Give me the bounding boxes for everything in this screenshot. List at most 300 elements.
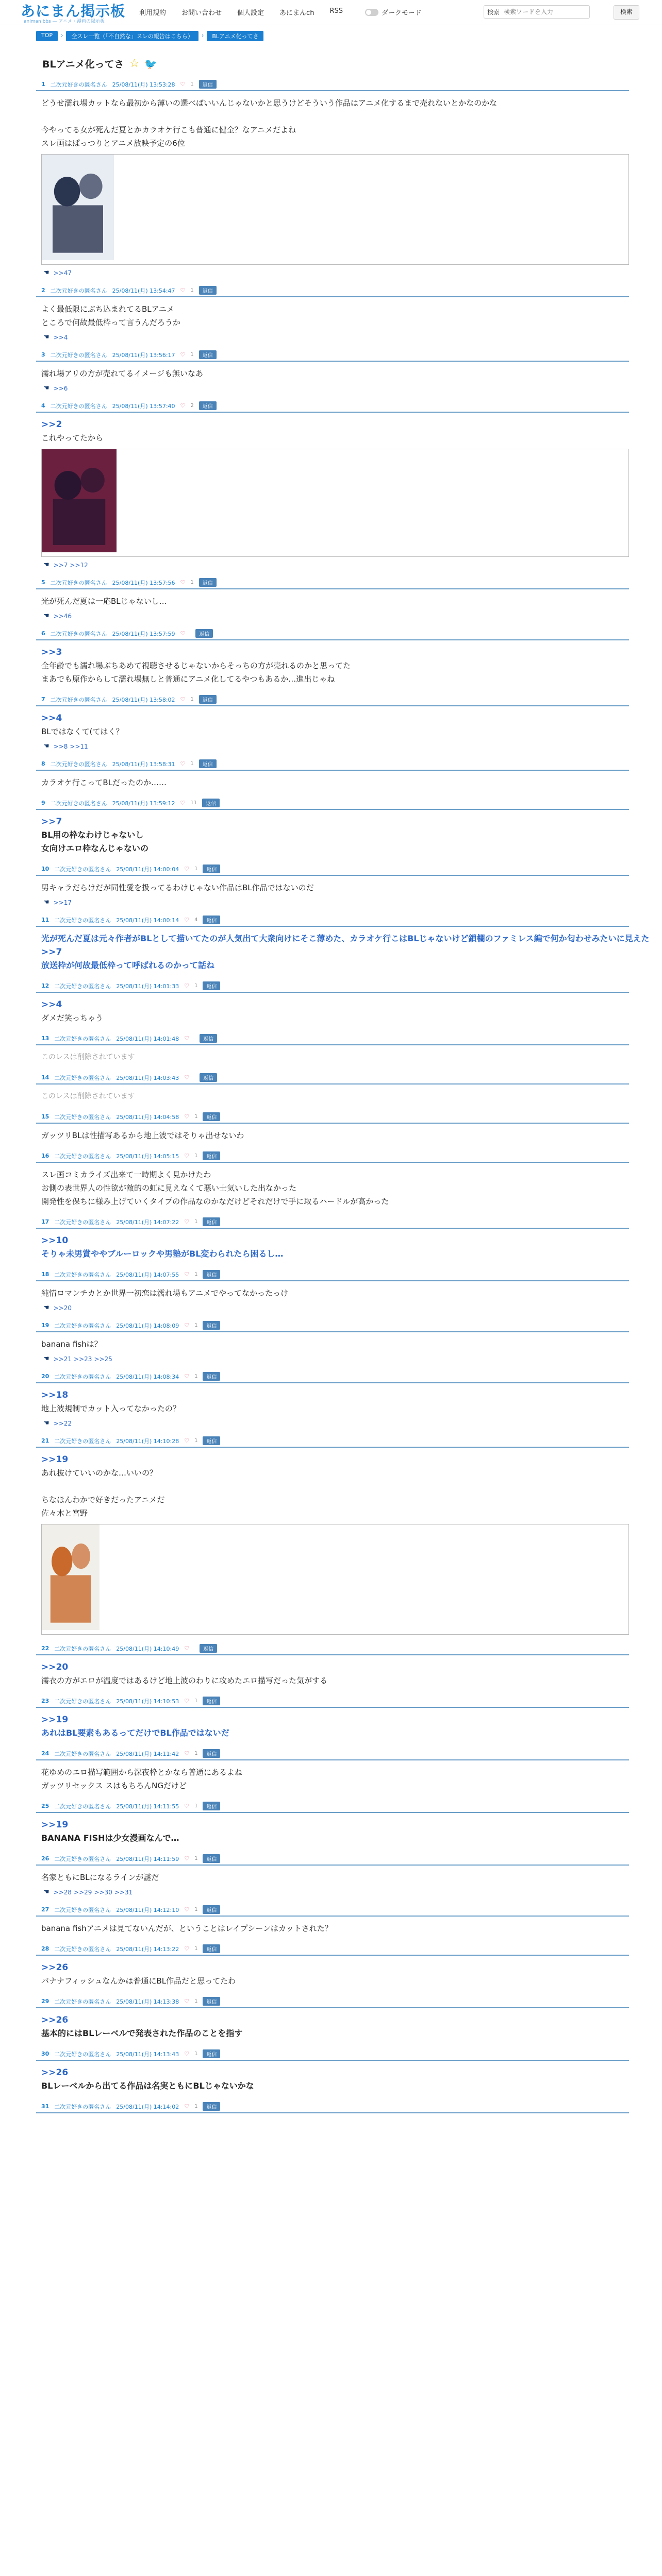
reply-button[interactable]: 返信: [203, 1697, 220, 1705]
breadcrumb-item[interactable]: 全スレ一覧（「不自然な」スレの報告はこちら）: [66, 31, 198, 41]
reply-anchor-link[interactable]: >>18: [41, 1390, 69, 1400]
reply-reference-link[interactable]: >>30: [94, 1888, 112, 1896]
post-body: [36, 927, 650, 972]
post-date: 25/08/11(月) 14:00:04: [116, 866, 179, 873]
post: [36, 759, 629, 789]
post-date: 25/08/11(月) 14:12:10: [116, 1906, 179, 1913]
like-count: 1: [190, 761, 194, 767]
post-number[interactable]: 6: [41, 630, 45, 637]
post-text-line: 光が死んだ夏は一応BLじゃないし…: [41, 597, 167, 606]
like-heart-icon[interactable]: ♡: [180, 630, 186, 637]
reply-button[interactable]: 返信: [203, 2049, 220, 2058]
nav-item-3[interactable]: あにまんch: [279, 9, 315, 17]
reply-references: [54, 743, 90, 750]
post-body: [36, 1045, 629, 1064]
thread-title-row: [42, 57, 629, 71]
like-heart-icon[interactable]: ♡: [184, 1271, 190, 1278]
post-text-line: これやってたから: [41, 433, 104, 443]
post-body: [36, 1281, 629, 1300]
post-date: 25/08/11(月) 13:54:47: [112, 287, 175, 294]
post-body: [36, 771, 629, 789]
reply-button[interactable]: 返信: [203, 1802, 220, 1810]
post-text-line: ちなほんわかで好きだったアニメだ: [41, 1495, 165, 1504]
like-count: 1: [194, 1153, 198, 1159]
cover-artwork: [42, 449, 117, 552]
post-text-line: [41, 1480, 629, 1493]
post: [36, 865, 629, 906]
poster-name: 二次元好きの匿名さん: [54, 1698, 111, 1705]
breadcrumb-separator-icon: ›: [201, 32, 204, 39]
reply-button[interactable]: 返信: [203, 916, 220, 924]
reply-reference-link[interactable]: >>29: [74, 1888, 92, 1896]
post: [36, 1034, 629, 1064]
reply-reference-link[interactable]: >>46: [53, 612, 72, 620]
reply-reference-link[interactable]: >>23: [74, 1355, 92, 1363]
post-body: [36, 2061, 629, 2093]
post: [36, 401, 629, 569]
post-header: [36, 1112, 629, 1124]
reply-button[interactable]: 返信: [203, 1372, 220, 1381]
favorite-star-icon[interactable]: ☆: [129, 57, 140, 70]
like-count: 1: [194, 1438, 198, 1444]
like-heart-icon[interactable]: ♡: [184, 1906, 190, 1913]
poster-name: 二次元好きの匿名さん: [50, 351, 107, 359]
reply-references: [54, 899, 74, 906]
post-header: [36, 286, 629, 297]
reply-button[interactable]: 返信: [203, 1112, 220, 1121]
post-footer: [36, 1415, 629, 1427]
like-heart-icon[interactable]: ♡: [184, 1035, 190, 1042]
post-number[interactable]: 31: [41, 2103, 49, 2110]
post-number[interactable]: 7: [41, 696, 45, 703]
post-date: 25/08/11(月) 13:56:17: [112, 351, 175, 359]
post-image[interactable]: [41, 449, 629, 557]
post-text-line: BLレーベルから出てる作品は名実ともにBLじゃないかな: [41, 2081, 254, 2091]
reply-reference-link[interactable]: >>31: [114, 1888, 133, 1896]
reply-button[interactable]: 返信: [199, 578, 217, 587]
post-number[interactable]: 2: [41, 287, 45, 294]
post-header: [36, 1436, 629, 1448]
reply-button[interactable]: 返信: [203, 1905, 220, 1914]
post-list: [36, 80, 650, 2119]
post-number[interactable]: 4: [41, 402, 45, 409]
post-number[interactable]: 12: [41, 982, 49, 989]
poster-name: 二次元好きの匿名さん: [54, 917, 111, 924]
post-header: [36, 578, 629, 589]
post-text-line: 花ゆめのエロ描写範囲から深夜枠とかなら普通にあるよね: [41, 1768, 243, 1777]
post-text-line: 開発性を保ちに様み上げていくタイプの作品なのかなだけどそれだけで手に取るハードルが高かった: [41, 1197, 389, 1206]
post-header: [36, 1217, 629, 1229]
site-logo[interactable]: あにまん掲示板: [21, 3, 126, 20]
pointing-hand-icon: ☚: [43, 561, 49, 569]
reply-reference-link[interactable]: >>21: [53, 1355, 72, 1363]
like-count: 1: [194, 983, 198, 989]
post-body: [36, 2113, 629, 2119]
post-number[interactable]: 16: [41, 1153, 49, 1159]
post-header: [36, 350, 629, 362]
post-text-line: 女向けエロ枠なんじゃないの: [41, 843, 149, 853]
post: [36, 1151, 629, 1208]
reply-anchor-link[interactable]: >>20: [41, 1662, 69, 1672]
reply-button[interactable]: 返信: [199, 759, 217, 768]
post-footer: [36, 1300, 629, 1312]
nav-item-4[interactable]: RSS: [329, 7, 343, 15]
reply-button[interactable]: 返信: [199, 286, 217, 295]
like-heart-icon[interactable]: ♡: [184, 2103, 190, 2110]
like-heart-icon[interactable]: ♡: [184, 1645, 190, 1652]
reply-button[interactable]: 返信: [203, 1944, 220, 1953]
post-number[interactable]: 28: [41, 1945, 49, 1952]
post-body: [36, 1383, 629, 1415]
post-text-line: banana fishは？: [41, 1340, 102, 1349]
reply-references: [54, 385, 70, 392]
post: [36, 80, 629, 277]
post-date: 25/08/11(月) 14:14:02: [116, 2103, 179, 2110]
post-number[interactable]: 27: [41, 1906, 49, 1913]
like-heart-icon[interactable]: ♡: [184, 2050, 190, 2057]
reply-references: [54, 1355, 114, 1363]
reply-anchor-link[interactable]: >>4: [41, 999, 62, 1010]
reply-button[interactable]: 返信: [195, 629, 213, 638]
reply-reference-link[interactable]: >>8: [53, 742, 68, 750]
reply-reference-link[interactable]: >>4: [53, 333, 68, 341]
poster-name: 二次元好きの匿名さん: [50, 760, 107, 768]
like-heart-icon[interactable]: ♡: [184, 1750, 190, 1757]
reply-button[interactable]: 返信: [200, 1073, 217, 1082]
pointing-hand-icon: ☚: [43, 333, 49, 341]
like-heart-icon[interactable]: ♡: [180, 760, 186, 767]
like-count: 1: [194, 1219, 198, 1225]
dark-mode-toggle[interactable]: [365, 7, 421, 17]
post-date: 25/08/11(月) 14:11:55: [116, 1803, 179, 1810]
post-number[interactable]: 9: [41, 800, 45, 806]
post-number[interactable]: 13: [41, 1035, 49, 1042]
post-date: 25/08/11(月) 13:53:28: [112, 81, 175, 88]
reply-button[interactable]: 返信: [200, 1644, 217, 1653]
reply-reference-link[interactable]: >>22: [53, 1419, 72, 1427]
like-heart-icon[interactable]: ♡: [184, 1322, 190, 1329]
post-body: [36, 1813, 629, 1845]
post-body: [36, 1917, 629, 1935]
post-number[interactable]: 22: [41, 1645, 49, 1652]
post-header: [36, 865, 629, 876]
post-text-line: ところで何故最低枠って言うんだろうか: [41, 318, 180, 327]
reply-anchor-link[interactable]: >>26: [41, 2067, 69, 2078]
like-heart-icon[interactable]: ♡: [180, 81, 186, 88]
reply-reference-link[interactable]: >>11: [70, 742, 88, 750]
like-heart-icon[interactable]: ♡: [184, 1698, 190, 1704]
reply-button[interactable]: 返信: [203, 1270, 220, 1279]
reply-button[interactable]: 返信: [202, 799, 220, 807]
post-date: 25/08/11(月) 14:05:15: [116, 1153, 179, 1160]
pointing-hand-icon: ☚: [43, 384, 49, 392]
pointing-hand-icon: ☚: [43, 1304, 49, 1312]
post-header: [36, 1270, 629, 1281]
like-count: 1: [194, 1856, 198, 1861]
reply-button[interactable]: 返信: [203, 1151, 220, 1160]
search-box: [484, 5, 590, 19]
post-header: [36, 1321, 629, 1332]
like-heart-icon[interactable]: ♡: [180, 800, 186, 806]
post-number[interactable]: 8: [41, 760, 45, 767]
reply-anchor-link[interactable]: >>4: [41, 713, 62, 723]
post-text-line: スレ画はぱっつりとアニメ放映予定の6位: [41, 139, 185, 148]
like-heart-icon[interactable]: ♡: [184, 1373, 190, 1380]
post-number[interactable]: 24: [41, 1750, 49, 1757]
post-body: [36, 1956, 629, 1988]
poster-name: 二次元好きの匿名さん: [54, 866, 111, 873]
like-heart-icon[interactable]: ♡: [184, 866, 190, 872]
post-date: 25/08/11(月) 14:11:42: [116, 1750, 179, 1757]
like-heart-icon[interactable]: ♡: [184, 1218, 190, 1225]
post-footer: [36, 608, 629, 620]
poster-name: 二次元好きの匿名さん: [54, 1998, 111, 2005]
post-number[interactable]: 18: [41, 1271, 49, 1278]
reply-anchor-link[interactable]: >>7: [41, 947, 62, 957]
post-text-line: BL用の枠なわけじゃないし: [41, 830, 144, 840]
reply-button[interactable]: 返信: [203, 1997, 220, 2006]
reply-references: [54, 269, 74, 277]
pointing-hand-icon: ☚: [43, 269, 49, 277]
reply-button[interactable]: 返信: [203, 1749, 220, 1758]
post-text-line: 濡れ場アリの方が売れてるイメージも無いなあ: [41, 369, 203, 378]
reply-references: [54, 1420, 74, 1427]
post-header: [36, 80, 629, 91]
post: [36, 578, 629, 620]
post-body: [36, 1760, 629, 1792]
post-number[interactable]: 29: [41, 1998, 49, 2005]
like-heart-icon[interactable]: ♡: [184, 1437, 190, 1444]
post-body: [36, 1708, 629, 1740]
post-number[interactable]: 23: [41, 1698, 49, 1704]
reply-anchor-link[interactable]: >>19: [41, 1715, 69, 1725]
reply-button[interactable]: 返信: [203, 1436, 220, 1445]
post-number[interactable]: 20: [41, 1373, 49, 1380]
post-number[interactable]: 19: [41, 1322, 49, 1329]
post: [36, 1944, 629, 1988]
toggle-switch-icon[interactable]: [365, 9, 378, 16]
post-number[interactable]: 10: [41, 866, 49, 872]
post-body: [36, 91, 629, 265]
post-date: 25/08/11(月) 14:04:58: [116, 1113, 179, 1121]
post-date: 25/08/11(月) 14:01:48: [116, 1035, 179, 1042]
reply-reference-link[interactable]: >>20: [53, 1304, 72, 1312]
post-text-line: 基本的にはBLレーベルで発表された作品のことを指す: [41, 2028, 243, 2038]
breadcrumb: [36, 31, 263, 41]
post: [36, 1749, 629, 1792]
reply-anchor-link[interactable]: >>19: [41, 1454, 69, 1465]
reply-reference-link[interactable]: >>47: [53, 269, 72, 277]
search-button[interactable]: 検索: [614, 5, 639, 20]
post-body: [36, 640, 629, 686]
post-number[interactable]: 14: [41, 1074, 49, 1081]
like-heart-icon[interactable]: ♡: [184, 1998, 190, 2005]
like-heart-icon[interactable]: ♡: [184, 1113, 190, 1120]
post-number[interactable]: 5: [41, 579, 45, 586]
deleted-notice: このレスは削除されています: [41, 1053, 135, 1061]
post-number[interactable]: 3: [41, 351, 45, 358]
post-header: [36, 981, 629, 993]
post-date: 25/08/11(月) 14:00:14: [116, 917, 179, 924]
reply-anchor-link[interactable]: >>2: [41, 419, 62, 430]
poster-name: 二次元好きの匿名さん: [54, 2050, 111, 2058]
poster-name: 二次元好きの匿名さん: [54, 1437, 111, 1445]
pointing-hand-icon: ☚: [43, 1419, 49, 1427]
like-heart-icon[interactable]: ♡: [180, 579, 186, 586]
breadcrumb-item[interactable]: BLアニメ化ってさ: [207, 31, 263, 41]
post-body: [36, 413, 629, 557]
post-number[interactable]: 11: [41, 917, 49, 923]
reply-button[interactable]: 返信: [203, 1854, 220, 1863]
nav-item-0[interactable]: 利用規約: [139, 9, 167, 17]
post: [36, 1436, 629, 1635]
post-number[interactable]: 30: [41, 2050, 49, 2057]
like-heart-icon[interactable]: ♡: [184, 1945, 190, 1952]
pointing-hand-icon: ☚: [43, 1355, 49, 1363]
post-number[interactable]: 21: [41, 1437, 49, 1444]
post-number[interactable]: 1: [41, 81, 45, 88]
like-heart-icon[interactable]: ♡: [184, 1153, 190, 1159]
poster-name: 二次元好きの匿名さん: [50, 630, 107, 637]
post-date: 25/08/11(月) 13:57:59: [112, 630, 175, 637]
like-heart-icon[interactable]: ♡: [180, 351, 186, 358]
post-footer: [36, 1351, 629, 1363]
post-date: 25/08/11(月) 13:57:40: [112, 402, 175, 410]
reply-anchor-link[interactable]: >>7: [41, 817, 62, 827]
reply-reference-link[interactable]: >>28: [53, 1888, 72, 1896]
post-number[interactable]: 25: [41, 1803, 49, 1809]
post-text-line: BANANA FISHは少女漫画なんで…: [41, 1833, 179, 1843]
post-text-line: バナナフィッシュなんかは普通にBL作品だと思ってたわ: [41, 1976, 236, 1986]
post-date: 25/08/11(月) 13:59:12: [112, 800, 175, 807]
like-heart-icon[interactable]: ♡: [180, 402, 186, 409]
post-footer: [36, 894, 629, 906]
reply-button[interactable]: 返信: [199, 80, 217, 89]
reply-button[interactable]: 返信: [203, 1321, 220, 1330]
like-count: 11: [190, 800, 197, 806]
reply-button[interactable]: 返信: [199, 401, 217, 410]
post-date: 25/08/11(月) 13:57:56: [112, 579, 175, 586]
post-text-line: スレ画コミカライズ出来て一時期よく見かけたわ: [41, 1170, 211, 1179]
nav-item-2[interactable]: 個人設定: [237, 9, 264, 17]
reply-reference-link[interactable]: >>12: [70, 561, 88, 569]
reply-reference-link[interactable]: >>7: [53, 561, 68, 569]
breadcrumb-item[interactable]: TOP: [36, 31, 58, 41]
poster-name: 二次元好きの匿名さん: [54, 1074, 111, 1081]
reply-anchor-link[interactable]: >>10: [41, 1235, 69, 1246]
post-date: 25/08/11(月) 14:03:43: [116, 1074, 179, 1081]
post-text-line: [41, 110, 629, 123]
reply-reference-link[interactable]: >>25: [94, 1355, 112, 1363]
like-count: 1: [194, 1272, 198, 1277]
poster-name: 二次元好きの匿名さん: [50, 800, 107, 807]
reply-button[interactable]: 返信: [203, 865, 220, 873]
like-count: 1: [190, 287, 194, 293]
pointing-hand-icon: ☚: [43, 899, 49, 906]
post: [36, 2049, 629, 2093]
poster-name: 二次元好きの匿名さん: [50, 287, 107, 294]
like-count: 1: [194, 2104, 198, 2109]
reply-anchor-link[interactable]: >>19: [41, 1820, 69, 1830]
reply-button[interactable]: 返信: [200, 1034, 217, 1043]
post-header: [36, 1697, 629, 1708]
post-header: [36, 1802, 629, 1813]
like-heart-icon[interactable]: ♡: [184, 917, 190, 923]
twitter-share-icon[interactable]: 🐦: [144, 57, 158, 70]
like-heart-icon[interactable]: ♡: [184, 1074, 190, 1081]
reply-references: [54, 613, 74, 620]
cover-artwork: [42, 1524, 100, 1630]
reply-button[interactable]: 返信: [199, 695, 217, 704]
reply-button[interactable]: 返信: [203, 1217, 220, 1226]
like-count: 1: [194, 1751, 198, 1756]
post: [36, 1073, 629, 1103]
post-header: [36, 629, 629, 640]
post-image[interactable]: [41, 1524, 629, 1635]
search-input[interactable]: [503, 8, 582, 16]
like-count: 1: [194, 1374, 198, 1379]
like-heart-icon[interactable]: ♡: [180, 696, 186, 703]
like-heart-icon[interactable]: ♡: [184, 982, 190, 989]
reply-reference-link[interactable]: >>6: [53, 384, 68, 392]
like-heart-icon[interactable]: ♡: [180, 287, 186, 294]
post: [36, 1644, 629, 1687]
nav-item-1[interactable]: お問い合わせ: [181, 9, 222, 17]
post-text-line: 放送枠が何故最低枠って呼ばれるのかって話ね: [41, 960, 215, 970]
post-date: 25/08/11(月) 14:13:43: [116, 2050, 179, 2058]
poster-name: 二次元好きの匿名さん: [50, 696, 107, 703]
post-text-line: 地上波規制でカット入ってなかったの？: [41, 1404, 180, 1413]
poster-name: 二次元好きの匿名さん: [54, 1906, 111, 1913]
reply-button[interactable]: 返信: [203, 2102, 220, 2111]
post-date: 25/08/11(月) 14:10:28: [116, 1437, 179, 1445]
post-body: [36, 706, 629, 738]
post-text-line: 全年齢でも濡れ場ぶちあめて視聴させるじゃないからそっちの方が売れるのかと思ってた: [41, 661, 351, 670]
post-number[interactable]: 26: [41, 1855, 49, 1862]
like-count: 1: [190, 580, 194, 585]
like-count: 1: [194, 1998, 198, 2004]
post-header: [36, 759, 629, 771]
poster-name: 二次元好きの匿名さん: [54, 1645, 111, 1652]
like-heart-icon[interactable]: ♡: [184, 1803, 190, 1809]
reply-anchor-link[interactable]: >>3: [41, 647, 62, 657]
post-header: [36, 2049, 629, 2061]
post-date: 25/08/11(月) 14:01:33: [116, 982, 179, 990]
post-number[interactable]: 17: [41, 1218, 49, 1225]
post-date: 25/08/11(月) 14:08:34: [116, 1373, 179, 1380]
post: [36, 695, 629, 750]
poster-name: 二次元好きの匿名さん: [54, 2103, 111, 2110]
like-count: 1: [194, 2051, 198, 2057]
post-image[interactable]: [41, 154, 629, 265]
reply-button[interactable]: 返信: [203, 981, 220, 990]
post-body: [36, 810, 629, 855]
post: [36, 799, 629, 855]
post-body: [36, 297, 629, 329]
post-header: [36, 1749, 629, 1760]
reply-references: [54, 1304, 74, 1312]
like-count: 4: [194, 917, 198, 923]
post-header: [36, 1944, 629, 1956]
like-heart-icon[interactable]: ♡: [184, 1855, 190, 1862]
reply-button[interactable]: 返信: [199, 350, 217, 359]
post: [36, 1802, 629, 1845]
post-body: [36, 589, 629, 608]
reply-anchor-link[interactable]: >>26: [41, 2015, 69, 2025]
reply-anchor-link[interactable]: >>26: [41, 1962, 69, 1973]
post-number[interactable]: 15: [41, 1113, 49, 1120]
reply-reference-link[interactable]: >>17: [53, 899, 72, 906]
